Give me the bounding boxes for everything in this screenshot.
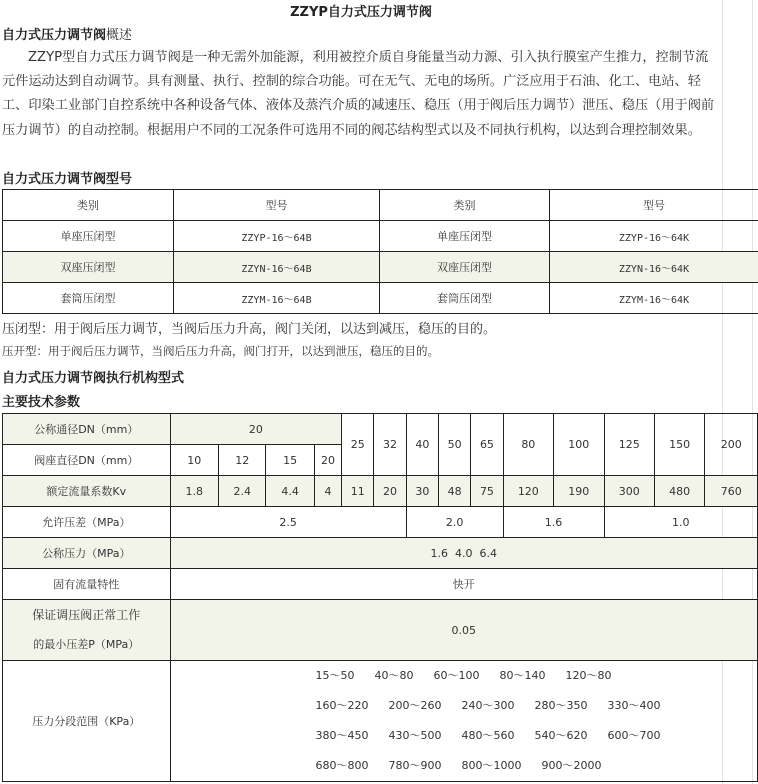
dp-label: 允许压差（MPa）	[3, 507, 171, 538]
min-dp-cell: 0.05	[170, 600, 757, 661]
table-row	[3, 252, 758, 283]
range-value: 600～700	[607, 729, 661, 742]
header-model: 型号	[174, 190, 380, 221]
dn-cell: 200	[705, 414, 758, 476]
range-value: 80～140	[499, 669, 546, 682]
range-value: 430～500	[388, 729, 442, 742]
kv-cell: 1.8	[170, 476, 218, 507]
range-value: 780～900	[388, 759, 442, 772]
dn-cell: 80	[503, 414, 553, 476]
range-value: 240～300	[461, 699, 515, 712]
model-cell: ZZYN-16～64K	[550, 252, 758, 283]
category-cell: 单座压闭型	[3, 221, 174, 252]
category-cell: 套筒压闭型	[380, 283, 550, 314]
table-row	[3, 661, 758, 782]
model-cell: ZZYN-16～64B	[174, 252, 380, 283]
min-dp-label-line-1: 保证调压阀正常工作	[32, 608, 141, 622]
kv-cell: 20	[374, 476, 406, 507]
model-cell: ZZYP-16～64B	[174, 221, 380, 252]
dp-cell: 1.0	[604, 507, 758, 538]
dn-cell: 50	[439, 414, 471, 476]
table-row	[3, 476, 758, 507]
kv-cell: 760	[705, 476, 758, 507]
range-value: 15～50	[315, 669, 355, 682]
range-value: 540～620	[534, 729, 588, 742]
actuator-heading: 自力式压力调节阀执行机构型式	[2, 371, 185, 386]
header-category: 类别	[380, 190, 550, 221]
overview-heading-bold: 自力式压力调节阀	[2, 28, 107, 43]
flow-char-cell: 快开	[170, 569, 757, 600]
header-category: 类别	[3, 190, 174, 221]
range-value: 480～560	[461, 729, 515, 742]
tech-heading: 主要技术参数	[2, 395, 81, 410]
range-value: 900～2000	[541, 759, 602, 772]
min-dp-label-line-2: 的最小压差P（MPa）	[33, 638, 140, 651]
dn-label: 公称通径DN（mm）	[3, 414, 171, 445]
range-value: 40～80	[374, 669, 414, 682]
range-line	[171, 751, 757, 781]
kv-cell: 11	[342, 476, 374, 507]
range-value: 60～100	[433, 669, 480, 682]
range-line	[171, 661, 757, 691]
range-label: 压力分段范围（KPa）	[3, 661, 171, 782]
range-line	[171, 721, 757, 751]
table-row	[3, 283, 758, 314]
flow-char-label: 固有流量特性	[3, 569, 171, 600]
seat-cell: 12	[218, 445, 265, 476]
dp-cell: 2.5	[170, 507, 406, 538]
kv-cell: 75	[471, 476, 503, 507]
model-table	[2, 189, 758, 314]
pn-label: 公称压力（MPa）	[3, 538, 171, 569]
category-cell: 双座压闭型	[380, 252, 550, 283]
seat-cell: 10	[170, 445, 218, 476]
kv-cell: 120	[503, 476, 553, 507]
dn-cell: 32	[374, 414, 406, 476]
model-table-header	[3, 190, 758, 221]
seat-label: 阀座直径DN（mm）	[3, 445, 171, 476]
pn-cell: 1.6 4.0 6.4	[170, 538, 757, 569]
dn-cell: 65	[471, 414, 503, 476]
kv-cell: 4	[314, 476, 341, 507]
category-cell: 套筒压闭型	[3, 283, 174, 314]
kv-cell: 300	[604, 476, 654, 507]
model-cell: ZZYM-16～64K	[550, 283, 758, 314]
kv-cell: 48	[439, 476, 471, 507]
note-closed-type: 压闭型：用于阀后压力调节，当阀后压力升高，阀门关闭，以达到减压，稳压的目的。	[2, 322, 497, 337]
seat-cell: 20	[314, 445, 341, 476]
dn-20-cell: 20	[170, 414, 342, 445]
note-open-type: 压开型：用于阀后压力调节，当阀后压力升高，阀门打开，以达到泄压，稳压的目的。	[2, 344, 439, 358]
category-cell: 双座压闭型	[3, 252, 174, 283]
overview-paragraph	[2, 46, 720, 143]
range-value: 680～800	[315, 759, 369, 772]
model-cell: ZZYM-16～64B	[174, 283, 380, 314]
dp-cell: 2.0	[406, 507, 503, 538]
tech-params-table	[2, 413, 758, 782]
min-dp-label	[3, 600, 171, 661]
overview-heading-suffix: 概述	[106, 28, 133, 43]
range-cell	[170, 661, 757, 782]
dn-cell: 25	[342, 414, 374, 476]
range-line	[171, 691, 757, 721]
header-model: 型号	[550, 190, 758, 221]
kv-cell: 480	[654, 476, 704, 507]
seat-cell: 15	[266, 445, 314, 476]
table-row	[3, 221, 758, 252]
range-value: 330～400	[607, 699, 661, 712]
overview-text: ZZYP型自力式压力调节阀是一种无需外加能源，利用被控介质自身能量当动力源、引入执行膜室产生推力，控制节流元件运动达到自动调节。具有测量、执行、控制的综合功能。可在无气、无电的场所。广泛应用于石油、化工、电站、轻工、印染工业部门自控系统中各种设备气体、液体及蒸汽介质的减速压、稳压（用于阀后压力调节）泄压、稳压（用于阀前压力调节）的自动控制。根据用户不同的工况条件可选用不同的阀芯结构型式以及不同执行机构，以达到合理控制效果。	[2, 50, 715, 138]
range-value: 160～220	[315, 699, 369, 712]
overview-heading	[2, 24, 132, 43]
dn-cell: 40	[406, 414, 438, 476]
kv-cell: 4.4	[266, 476, 314, 507]
dn-cell: 125	[604, 414, 654, 476]
table-row	[3, 569, 758, 600]
range-value: 120～80	[565, 669, 612, 682]
kv-cell: 2.4	[218, 476, 265, 507]
category-cell: 单座压闭型	[380, 221, 550, 252]
table-row	[3, 538, 758, 569]
page-title: ZZYP自力式压力调节阀	[290, 5, 432, 20]
model-heading: 自力式压力调节阀型号	[2, 172, 133, 187]
model-cell: ZZYP-16～64K	[550, 221, 758, 252]
range-value: 800～1000	[461, 759, 522, 772]
range-value: 200～260	[388, 699, 442, 712]
dp-cell: 1.6	[503, 507, 604, 538]
dn-cell: 150	[654, 414, 704, 476]
table-row	[3, 507, 758, 538]
kv-cell: 190	[554, 476, 604, 507]
table-row	[3, 414, 758, 445]
range-value: 280～350	[534, 699, 588, 712]
range-value: 380～450	[315, 729, 369, 742]
dn-cell: 100	[554, 414, 604, 476]
table-row	[3, 600, 758, 661]
kv-cell: 30	[406, 476, 438, 507]
kv-label: 额定流量系数Kv	[3, 476, 171, 507]
